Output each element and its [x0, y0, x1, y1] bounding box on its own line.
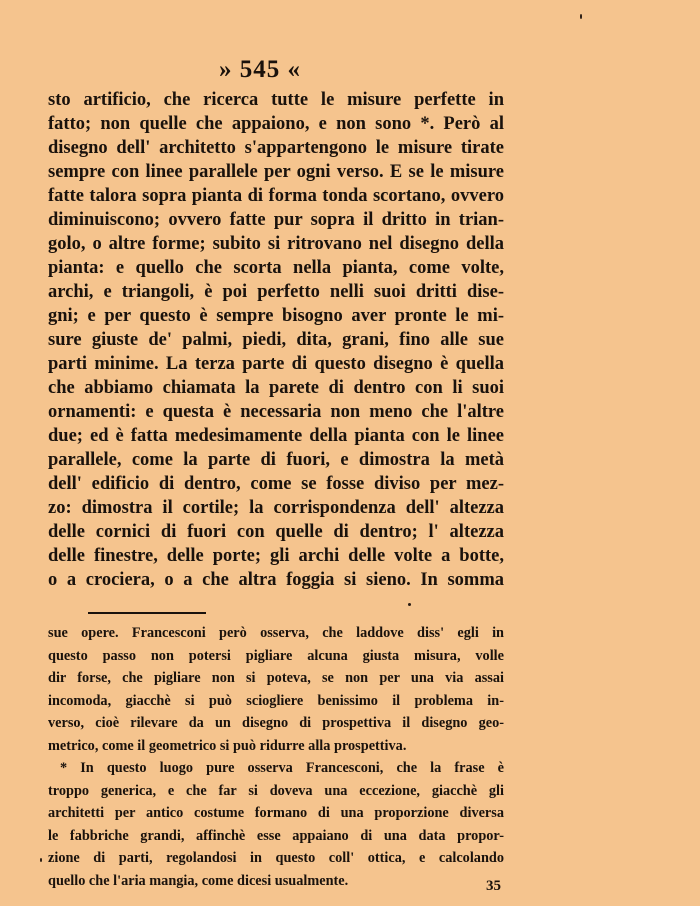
text-line: fatto; non quelle che appaiono, e non sono *. Però al — [48, 114, 504, 134]
ink-speck — [580, 14, 582, 19]
signature-mark: 35 — [486, 878, 501, 894]
text-line: diminuiscono; ovvero fatte pur sopra il dritto in trian- — [48, 210, 504, 230]
footnote-line: incomoda, giacchè si può sciogliere benissimo il problema in- — [48, 692, 504, 709]
text-line: sto artificio, che ricerca tutte le misure perfette in — [48, 90, 504, 110]
text-line: gni; e per questo è sempre bisogno aver pronte le mi- — [48, 306, 504, 326]
footnote-line: * In questo luogo pure osserva Francesconi, che la frase è — [60, 760, 504, 776]
text-line: parallele, come la parte di fuori, e dimostra la metà — [48, 450, 504, 470]
text-line: sure giuste de' palmi, piedi, dita, grani, fino alle sue — [48, 330, 504, 350]
text-line: archi, e triangoli, è poi perfetto nelli suoi dritti dise- — [48, 282, 504, 302]
text-line: delle cornici di fuori con quelle di dentro; l' altezza — [48, 522, 504, 542]
text-line: zo: dimostra il cortile; la corrispondenza dell' altezza — [48, 498, 504, 518]
text-line: ornamenti: e questa è necessaria non meno che l'altre — [48, 402, 504, 422]
text-line: golo, o altre forme; subito si ritrovano nel disegno della — [48, 234, 504, 254]
footnote-line: le fabbriche grandi, affinchè esse appaiano di una data propor- — [48, 827, 504, 844]
footnotes — [48, 622, 504, 892]
text-line: che abbiamo chiamata la parete di dentro con li suoi — [48, 378, 504, 398]
footnote-separator — [88, 612, 206, 614]
text-line: pianta: e quello che scorta nella pianta, come volte, — [48, 258, 504, 278]
text-line: sempre con linee parallele per ogni verso. E se le misure — [48, 162, 504, 182]
text-line: delle finestre, delle porte; gli archi delle volte a botte, — [48, 546, 504, 566]
footnote-line: metrico, come il geometrico si può ridurre alla prospettiva. — [48, 737, 407, 754]
footnote-line: architetti per antico costume formano di una proporzione diversa — [48, 805, 504, 821]
text-line: parti minime. La terza parte di questo disegno è quella — [48, 354, 504, 374]
text-line: fatte talora sopra pianta di forma tonda scortano, ovvero — [48, 186, 504, 206]
main-text — [48, 88, 504, 592]
footnote-line: quello che l'aria mangia, come dicesi usualmente. — [48, 872, 349, 889]
footnote-line: dir forse, che pigliare non si poteva, se non per una via assai — [48, 670, 504, 686]
footnote-line: verso, cioè rilevare da un disegno di prospettiva il disegno geo- — [48, 715, 504, 731]
ink-speck — [40, 858, 42, 862]
text-line: dell' edificio di dentro, come se fosse diviso per mez- — [48, 474, 504, 494]
footnote-line: zione di parti, regolandosi in questo coll' ottica, e calcolando — [48, 850, 504, 866]
page-number-header: » 545 « — [219, 56, 301, 83]
ink-speck — [408, 603, 411, 606]
text-line: due; ed è fatta medesimamente della pianta con le linee — [48, 426, 504, 446]
footnote-line: troppo generica, e che far si doveva una eccezione, giacchè gli — [48, 782, 504, 799]
text-line: o a crociera, o a che altra foggia si sieno. In somma — [48, 570, 504, 590]
text-line: disegno dell' architetto s'appartengono le misure tirate — [48, 138, 504, 158]
footnote-line: sue opere. Francesconi però osserva, che laddove diss' egli in — [48, 625, 504, 641]
footnote-line: questo passo non potersi pigliare alcuna giusta misura, volle — [48, 647, 504, 664]
